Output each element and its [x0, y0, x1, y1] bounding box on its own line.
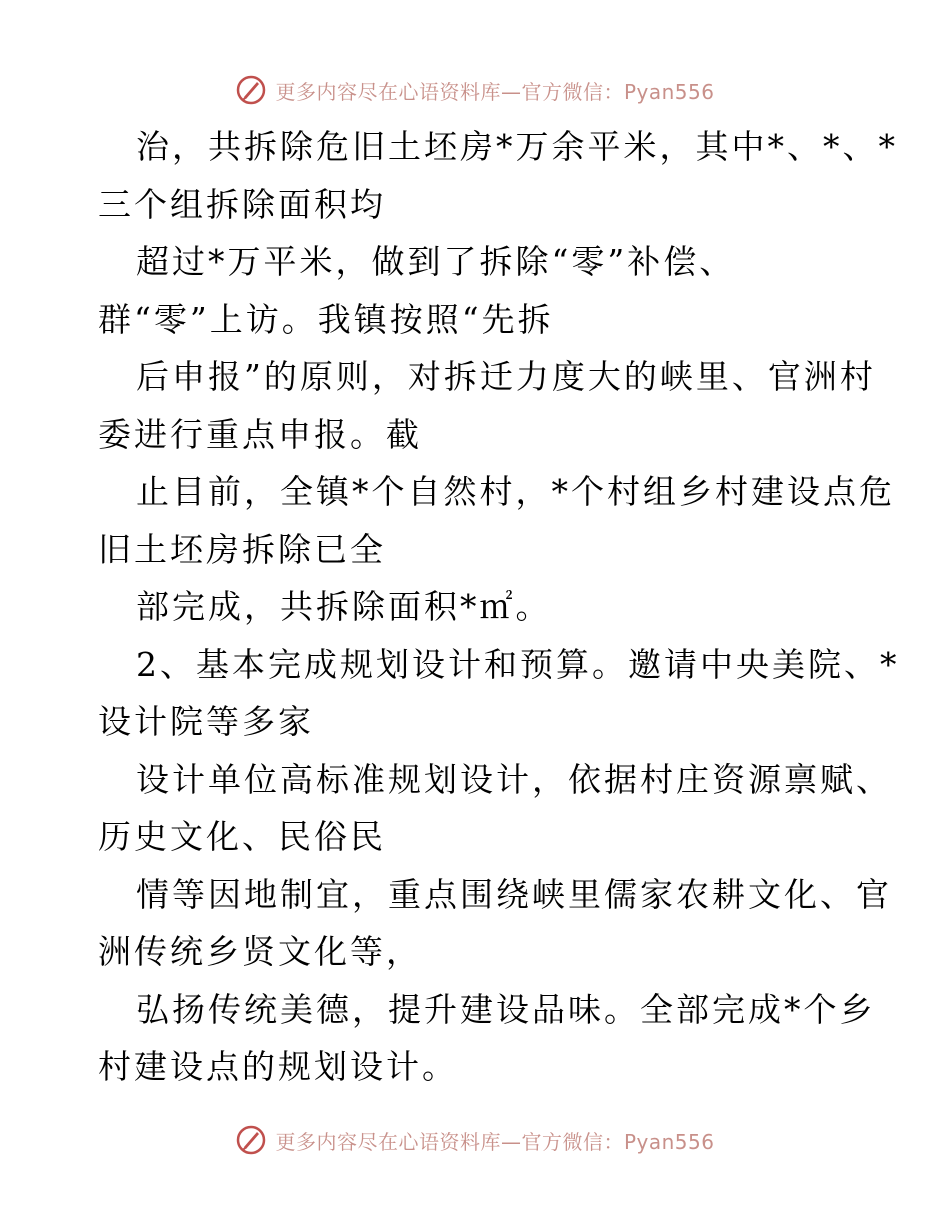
text-line: 部完成，共拆除面积*㎡。 [136, 587, 552, 626]
text-line: 超过*万平米，做到了拆除“零”补偿、 [136, 242, 736, 281]
text-line: 后申报”的原则，对拆迁力度大的峡里、官洲村 [136, 357, 876, 396]
quill-pen-logo-icon [235, 74, 267, 106]
text-line: 旧土坯房拆除已全 [98, 529, 386, 569]
text-line: 治，共拆除危旧土坯房*万余平米，其中*、*、* [136, 127, 898, 166]
watermark-text: 更多内容尽在心语资料库—官方微信：Pyan556 [275, 1129, 715, 1154]
watermark-text: 更多内容尽在心语资料库—官方微信：Pyan556 [275, 79, 715, 104]
document-body [98, 118, 900, 1096]
footer-watermark [0, 1120, 950, 1160]
text-line: 村建设点的规划设计。 [98, 1047, 458, 1086]
text-line: 历史文化、民俗民 [98, 817, 386, 856]
text-line: 委进行重点申报。截 [98, 414, 422, 454]
text-line: 2、基本完成规划设计和预算。邀请中央美院、* [136, 644, 900, 684]
quill-pen-logo-icon [235, 1124, 267, 1156]
text-line: 三个组拆除面积均 [98, 184, 386, 224]
header-watermark [0, 70, 950, 110]
text-line: 情等因地制宜，重点围绕峡里儒家农耕文化、官 [136, 874, 892, 914]
text-line: 群“零”上访。我镇按照“先拆 [98, 299, 554, 339]
text-line: 洲传统乡贤文化等， [98, 932, 422, 971]
text-line: 设计院等多家 [98, 702, 314, 741]
text-line: 止目前，全镇*个自然村，*个村组乡村建设点危 [136, 472, 895, 511]
text-line: 设计单位高标准规划设计，依据村庄资源禀赋、 [136, 759, 892, 799]
text-line: 弘扬传统美德，提升建设品味。全部完成*个乡 [136, 989, 876, 1029]
